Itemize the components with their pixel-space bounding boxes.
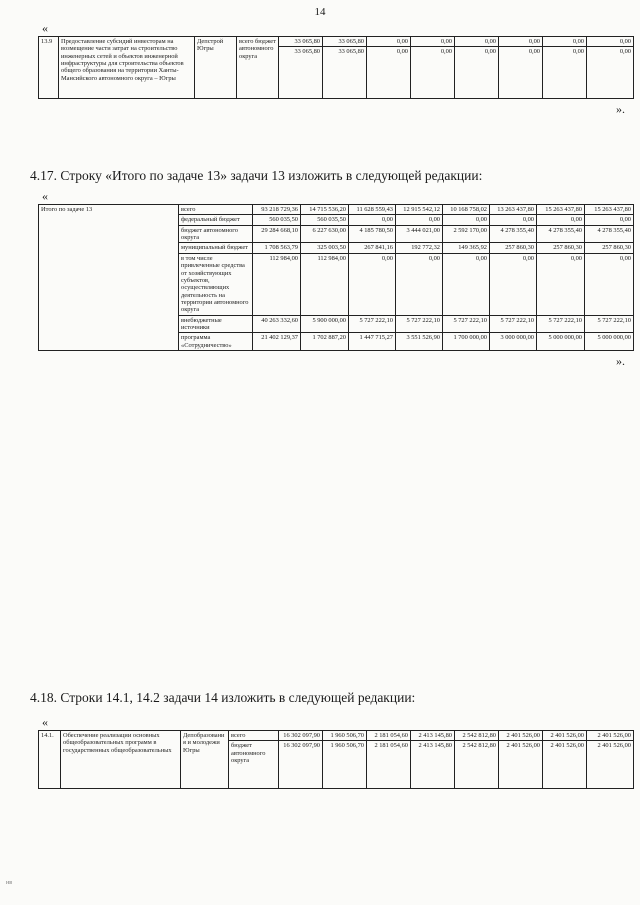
value-cell: 0,00 [499,47,543,99]
value-cell: 5 727 222,10 [349,315,396,333]
value-cell: 29 284 668,10 [253,225,301,243]
value-cell: 2 401 526,00 [499,741,543,789]
value-cell: 5 727 222,10 [537,315,585,333]
value-cell: 0,00 [499,37,543,47]
value-cell: 0,00 [349,253,396,315]
value-cell: 1 700 000,00 [443,333,490,351]
value-cell: 0,00 [490,253,537,315]
funding-source: муниципальный бюджет [179,243,253,253]
value-cell: 0,00 [455,47,499,99]
total-task-13-block [38,190,633,367]
value-cell: 325 003,50 [301,243,349,253]
value-cell: 0,00 [411,37,455,47]
close-quote: ». [616,102,625,117]
value-cell: 0,00 [349,215,396,225]
value-cell: 560 035,50 [301,215,349,225]
value-cell: 0,00 [443,215,490,225]
value-cell: 2 181 054,60 [367,731,411,741]
value-cell: 1 447 715,27 [349,333,396,351]
funding-source: всего бюджет автономного округа [237,37,279,99]
value-cell: 12 915 542,12 [396,205,443,215]
value-cell: 1 960 506,70 [323,731,367,741]
value-cell: 0,00 [443,253,490,315]
value-cell: 5 900 000,00 [301,315,349,333]
funding-source: программа «Сотрудничество» [179,333,253,351]
executor: Депобразования и молодежи Югры [181,731,229,789]
value-cell: 0,00 [455,37,499,47]
value-cell: 2 401 526,00 [499,731,543,741]
value-cell: 0,00 [411,47,455,99]
row-14-1-table [38,730,634,789]
funding-source: бюджет автономного округа [229,741,279,789]
value-cell: 14 715 536,20 [301,205,349,215]
value-cell: 0,00 [537,253,585,315]
row-13-9-table [38,36,634,99]
value-cell: 40 263 332,60 [253,315,301,333]
value-cell: 257 860,30 [490,243,537,253]
value-cell: 93 218 729,36 [253,205,301,215]
row-number: 13.9 [39,37,59,99]
measure-name: Предоставление субсидий инвесторам на возмещение части затрат на строительство инженерных сетей и объектов инженерной инфраструктуры для строительства объектов общего образования на территории Ханты-Мансийского автономного округа – Югры [59,37,195,99]
value-cell: 1 708 563,79 [253,243,301,253]
value-cell: 3 444 021,00 [396,225,443,243]
value-cell: 2 401 526,00 [587,731,634,741]
value-cell: 5 727 222,10 [396,315,443,333]
value-cell: 267 841,16 [349,243,396,253]
value-cell: 560 035,50 [253,215,301,225]
value-cell: 0,00 [396,215,443,225]
value-cell: 5 727 222,10 [443,315,490,333]
table-row [39,37,634,47]
value-cell: 257 860,30 [537,243,585,253]
value-cell: 33 065,80 [279,37,323,47]
row-number: 14.1. [39,731,61,789]
value-cell: 1 702 887,20 [301,333,349,351]
value-cell: 1 960 506,70 [323,741,367,789]
value-cell: 0,00 [587,37,634,47]
value-cell: 33 065,80 [323,47,367,99]
funding-source: всего [229,731,279,741]
value-cell: 5 727 222,10 [490,315,537,333]
value-cell: 16 302 097,90 [279,741,323,789]
value-cell: 33 065,80 [323,37,367,47]
value-cell: 5 727 222,10 [585,315,634,333]
value-cell: 149 365,92 [443,243,490,253]
total-label: Итого по задаче 13 [39,205,179,351]
value-cell: 16 302 097,90 [279,731,323,741]
value-cell: 0,00 [367,47,411,99]
value-cell: 2 181 054,60 [367,741,411,789]
value-cell: 11 628 559,43 [349,205,396,215]
funding-source: федеральный бюджет [179,215,253,225]
value-cell: 13 263 437,80 [490,205,537,215]
open-quote: « [42,715,48,729]
value-cell: 2 401 526,00 [543,741,587,789]
value-cell: 33 065,80 [279,47,323,99]
total-task-13-table [38,204,634,351]
value-cell: 3 000 000,00 [490,333,537,351]
value-cell: 0,00 [587,47,634,99]
value-cell: 0,00 [490,215,537,225]
value-cell: 10 168 758,02 [443,205,490,215]
value-cell: 15 263 437,80 [585,205,634,215]
funding-source: всего [179,205,253,215]
value-cell: 15 263 437,80 [537,205,585,215]
value-cell: 112 984,00 [301,253,349,315]
value-cell: 5 000 000,00 [585,333,634,351]
value-cell: 0,00 [537,215,585,225]
value-cell: 2 542 812,80 [455,731,499,741]
funding-source: бюджет автономного округа [179,225,253,243]
section-heading-4-18: 4.18. Строки 14.1, 14.2 задачи 14 изложить в следующей редакции: [30,690,416,705]
open-quote: « [42,21,48,35]
value-cell: 192 772,32 [396,243,443,253]
value-cell: 0,00 [585,215,634,225]
value-cell: 0,00 [585,253,634,315]
executor: Депстрой Югры [195,37,237,99]
value-cell: 4 278 355,40 [490,225,537,243]
value-cell: 3 551 526,90 [396,333,443,351]
value-cell: 6 227 630,00 [301,225,349,243]
close-quote: ». [616,354,625,369]
value-cell: 4 185 780,50 [349,225,396,243]
value-cell: 257 860,30 [585,243,634,253]
value-cell: 2 542 812,80 [455,741,499,789]
measure-name: Обеспечение реализации основных общеобразовательных программ в государственных общеобразовательных [61,731,181,789]
value-cell: 5 000 000,00 [537,333,585,351]
value-cell: 4 278 355,40 [585,225,634,243]
value-cell: 112 984,00 [253,253,301,315]
page-number: 14 [314,6,326,18]
value-cell: 21 402 129,37 [253,333,301,351]
value-cell: 0,00 [543,47,587,99]
section-heading-4-17: 4.17. Строку «Итого по задаче 13» задачи 13 изложить в следующей редакции: [30,168,483,183]
funding-source: внебюджетные источники [179,315,253,333]
value-cell: 4 278 355,40 [537,225,585,243]
value-cell: 2 413 145,80 [411,741,455,789]
table-row [39,205,634,215]
value-cell: 2 413 145,80 [411,731,455,741]
value-cell: 2 401 526,00 [543,731,587,741]
value-cell: 2 401 526,00 [587,741,634,789]
value-cell: 0,00 [367,37,411,47]
row-13-9-block [38,22,633,115]
value-cell: 0,00 [396,253,443,315]
edge-mark: нв [6,880,13,886]
value-cell: 0,00 [543,37,587,47]
row-14-1-block [38,716,633,789]
open-quote: « [42,189,48,203]
table-row [39,731,634,741]
funding-source: в том числе привлеченные средства от хозяйствующих субъектов, осуществляющих деятельность на территории автономного округа [179,253,253,315]
value-cell: 2 592 170,00 [443,225,490,243]
